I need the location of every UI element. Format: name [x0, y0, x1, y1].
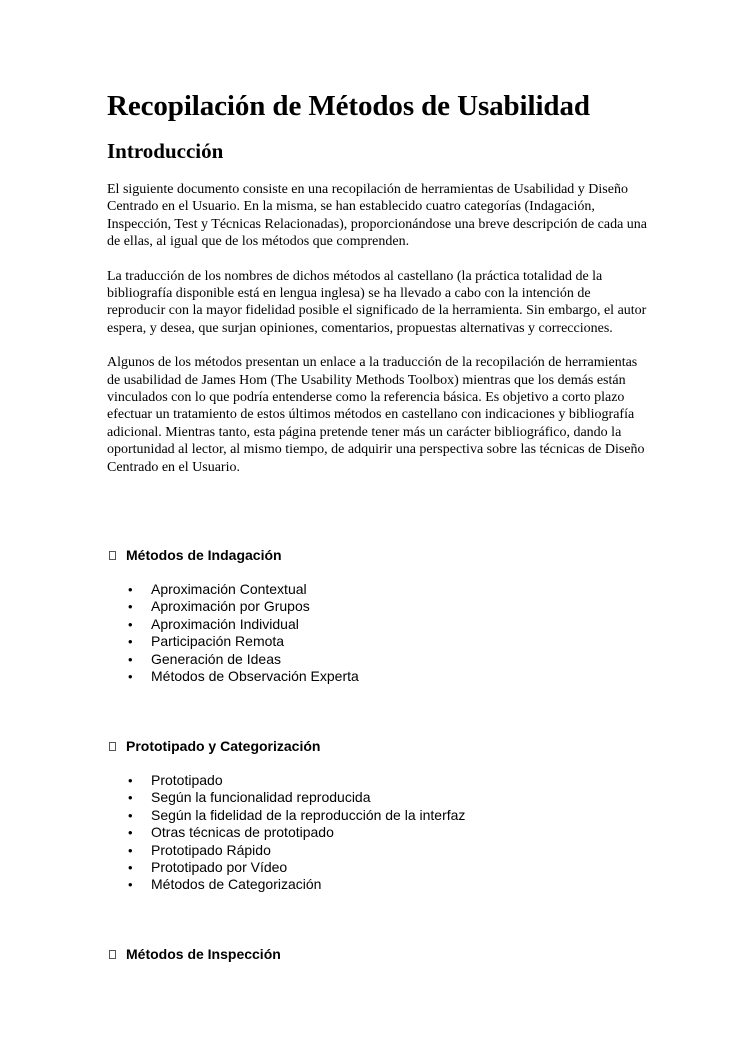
list-item[interactable]: • Según la funcionalidad reproducida	[128, 789, 647, 806]
intro-paragraph: Algunos de los métodos presentan un enlace a la traducción de la recopilación de herramientas de usabilidad de James Hom (The Usability Methods Toolbox) mientras que los demás están vinculados con lo que podría entenderse como la referencia básica. Es objetivo a corto plazo efectuar un tratamiento de estos últimos métodos en castellano con indicaciones y bibliografía adicional. Mientras tanto, esta página pretende tener más un carácter bibliográfico, dando la oportunidad al lector, al mismo tiempo, de adquirir una perspectiva sobre las técnicas de Diseño Centrado en el Usuario.	[107, 355, 645, 475]
method-list	[107, 772, 647, 894]
list-item[interactable]: • Generación de Ideas	[128, 651, 647, 668]
list-item[interactable]: • Prototipado	[128, 772, 647, 789]
section-heading-label: Métodos de Inspección	[126, 946, 281, 962]
list-item[interactable]: • Según la fidelidad de la reproducción de la interfaz	[128, 807, 647, 824]
document-title: Recopilación de Métodos de Usabilidad	[107, 90, 590, 122]
section-heading	[107, 737, 647, 755]
checkbox-icon	[109, 950, 116, 959]
list-item[interactable]: • Aproximación por Grupos	[128, 598, 647, 615]
section-heading-label: Prototipado y Categorización	[126, 738, 321, 754]
intro-paragraph: La traducción de los nombres de dichos métodos al castellano (la práctica totalidad de la bibliografía disponible está en lengua inglesa) se ha llevado a cabo con la intención de reproducir con la mayor fidelidad posible el significado de la herramienta. Sin embargo, el autor espera, y desea, que surjan opiniones, comentarios, propuestas alternativas y correcciones.	[107, 268, 647, 336]
list-item[interactable]: • Métodos de Observación Experta	[128, 668, 647, 685]
section-heading	[107, 945, 647, 963]
intro-heading: Introducción	[107, 139, 224, 163]
list-item[interactable]: • Aproximación Individual	[128, 616, 647, 633]
intro-paragraph: El siguiente documento consiste en una recopilación de herramientas de Usabilidad y Diseño Centrado en el Usuario. En la misma, se han establecido cuatro categorías (Indagación, Inspección, Test y Técnicas Relacionadas), proporcionándose una breve descripción de cada una de ellas, al igual que de los métodos que comprenden.	[107, 182, 648, 250]
section-inspeccion	[107, 945, 647, 963]
method-list	[107, 581, 647, 685]
checkbox-icon	[109, 551, 116, 560]
section-heading	[107, 546, 647, 564]
list-item[interactable]: • Aproximación Contextual	[128, 581, 647, 598]
list-item[interactable]: • Prototipado Rápido	[128, 842, 647, 859]
document-page	[107, 88, 647, 476]
section-prototipado	[107, 737, 647, 894]
section-indagacion	[107, 546, 647, 685]
list-item[interactable]: • Métodos de Categorización	[128, 876, 647, 893]
list-item[interactable]: • Participación Remota	[128, 633, 647, 650]
list-item[interactable]: • Otras técnicas de prototipado	[128, 824, 647, 841]
checkbox-icon	[109, 742, 116, 751]
list-item[interactable]: • Prototipado por Vídeo	[128, 859, 647, 876]
section-heading-label: Métodos de Indagación	[126, 547, 282, 563]
